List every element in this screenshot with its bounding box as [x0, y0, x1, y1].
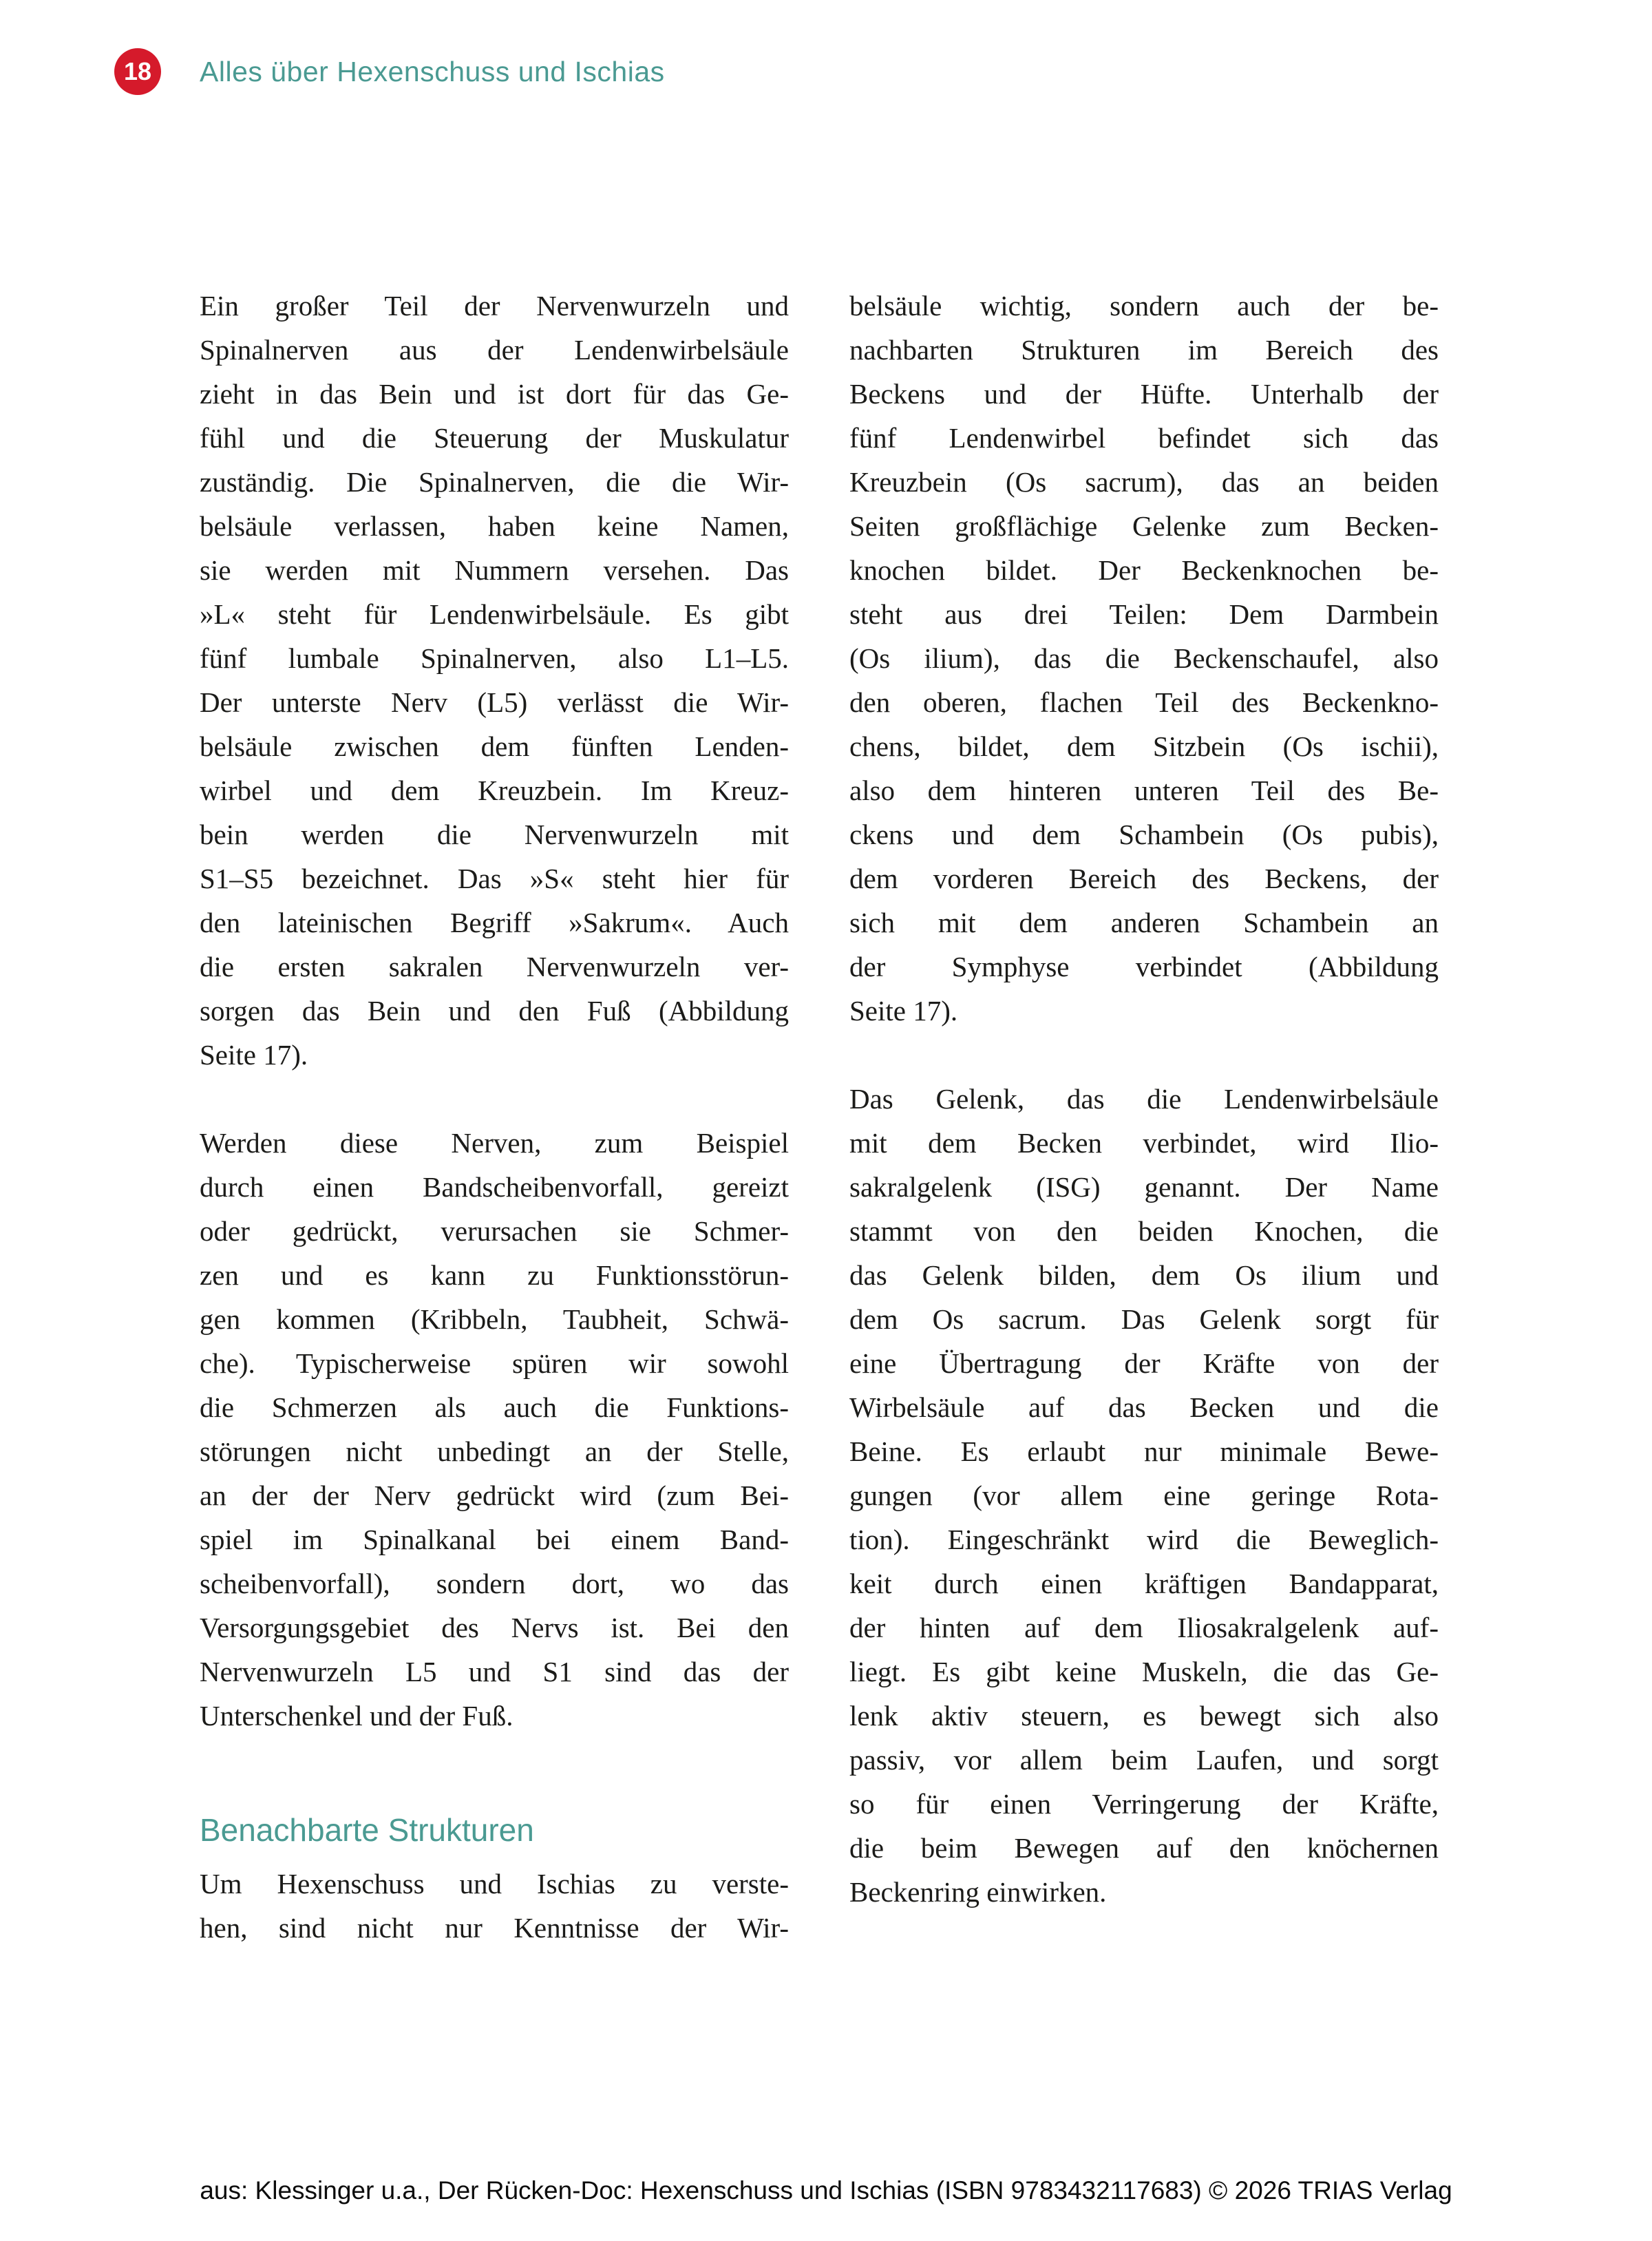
page-footer	[0, 2176, 1652, 2205]
text-line: störungen nicht unbedingt an der Stelle,	[200, 1435, 789, 1467]
paragraph-iliosacral-joint	[849, 1077, 1439, 1914]
text-line: sie werden mit Nummern versehen. Das	[200, 554, 789, 586]
text-line: che). Typischerweise spüren wir sowohl	[200, 1347, 789, 1379]
text-line: knochen bildet. Der Beckenknochen be-	[849, 554, 1439, 586]
paragraph-neighboring-structures-start	[200, 1862, 789, 1950]
running-head: Alles über Hexenschuss und Ischias	[200, 55, 665, 87]
text-line: Beine. Es erlaubt nur minimale Bewe-	[849, 1435, 1439, 1467]
text-line: stammt von den beiden Knochen, die	[849, 1215, 1439, 1247]
text-line: Das Gelenk, das die Lendenwirbelsäule	[849, 1083, 1439, 1115]
left-column	[200, 284, 789, 1950]
text-line: liegt. Es gibt keine Muskeln, die das Ge-	[849, 1656, 1439, 1687]
text-line: an der der Nerv gedrückt wird (zum Bei-	[200, 1480, 789, 1511]
text-line: Versorgungsgebiet des Nervs ist. Bei den	[200, 1612, 789, 1643]
text-line: tion). Eingeschränkt wird die Beweglich-	[849, 1524, 1439, 1555]
text-line: Um Hexenschuss und Ischias zu verste-	[200, 1868, 789, 1900]
text-line: bein werden die Nervenwurzeln mit	[200, 819, 789, 850]
text-line: belsäule zwischen dem fünften Lenden-	[200, 730, 789, 762]
page-content	[200, 284, 1439, 1950]
text-line: Seite 17).	[200, 1039, 308, 1071]
text-line: steht aus drei Teilen: Dem Darmbein	[849, 598, 1439, 630]
section-heading: Benachbarte Strukturen	[200, 1812, 534, 1848]
credit-line: aus: Klessinger u.a., Der Rücken-Doc: Hexenschuss und Ischias (ISBN 9783432117683) © 2026 TRIAS Verlag	[200, 2176, 1452, 2205]
text-line: scheibenvorfall), sondern dort, wo das	[200, 1568, 789, 1599]
text-line: gungen (vor allem eine geringe Rota-	[849, 1480, 1439, 1511]
paragraph-nerve-irritation	[200, 1121, 789, 1738]
text-line: gen kommen (Kribbeln, Taubheit, Schwä-	[200, 1303, 789, 1335]
text-line: eine Übertragung der Kräfte von der	[849, 1347, 1439, 1379]
text-line: Werden diese Nerven, zum Beispiel	[200, 1127, 789, 1159]
text-line: spiel im Spinalkanal bei einem Band-	[200, 1524, 789, 1555]
text-line: den oberen, flachen Teil des Beckenkno-	[849, 686, 1439, 718]
text-line: Der unterste Nerv (L5) verlässt die Wir-	[200, 686, 789, 718]
text-line: wirbel und dem Kreuzbein. Im Kreuz-	[200, 775, 789, 806]
text-line: fühl und die Steuerung der Muskulatur	[200, 422, 789, 454]
text-line: Kreuzbein (Os sacrum), das an beiden	[849, 466, 1439, 498]
paragraph-nerve-roots	[200, 284, 789, 1077]
right-column	[849, 284, 1439, 1950]
text-line: der Symphyse verbindet (Abbildung	[849, 951, 1439, 982]
text-line: lenk aktiv steuern, es bewegt sich also	[849, 1700, 1439, 1732]
text-line: ckens und dem Schambein (Os pubis),	[849, 819, 1439, 850]
text-line: S1–S5 bezeichnet. Das »S« steht hier für	[200, 863, 789, 894]
text-line: durch einen Bandscheibenvorfall, gereizt	[200, 1171, 789, 1203]
text-line: »L« steht für Lendenwirbelsäule. Es gibt	[200, 598, 789, 630]
text-line: zuständig. Die Spinalnerven, die die Wir-	[200, 466, 789, 498]
text-line: Beckenring einwirken.	[849, 1876, 1107, 1908]
text-line: dem vorderen Bereich des Beckens, der	[849, 863, 1439, 894]
text-line: (Os ilium), das die Beckenschaufel, also	[849, 642, 1439, 674]
text-line: die Schmerzen als auch die Funktions-	[200, 1391, 789, 1423]
paragraph-neighboring-structures-continued	[849, 284, 1439, 1033]
page-header	[114, 48, 665, 95]
text-line: passiv, vor allem beim Laufen, und sorgt	[849, 1744, 1439, 1776]
text-line: dem Os sacrum. Das Gelenk sorgt für	[849, 1303, 1439, 1335]
text-line: hen, sind nicht nur Kenntnisse der Wir-	[200, 1912, 789, 1944]
text-line: belsäule verlassen, haben keine Namen,	[200, 510, 789, 542]
text-line: das Gelenk bilden, dem Os ilium und	[849, 1259, 1439, 1291]
text-line: sorgen das Bein und den Fuß (Abbildung	[200, 995, 789, 1027]
text-line: Unterschenkel und der Fuß.	[200, 1700, 513, 1732]
text-line: sich mit dem anderen Schambein an	[849, 907, 1439, 938]
text-line: den lateinischen Begriff »Sakrum«. Auch	[200, 907, 789, 938]
text-line: Seiten großflächige Gelenke zum Becken-	[849, 510, 1439, 542]
text-line: die beim Bewegen auf den knöchernen	[849, 1832, 1439, 1864]
text-line: die ersten sakralen Nervenwurzeln ver-	[200, 951, 789, 982]
text-line: der hinten auf dem Iliosakralgelenk auf-	[849, 1612, 1439, 1643]
text-line: Wirbelsäule auf das Becken und die	[849, 1391, 1439, 1423]
text-line: mit dem Becken verbindet, wird Ilio-	[849, 1127, 1439, 1159]
text-line: sakralgelenk (ISG) genannt. Der Name	[849, 1171, 1439, 1203]
text-line: Seite 17).	[849, 995, 958, 1027]
text-line: oder gedrückt, verursachen sie Schmer-	[200, 1215, 789, 1247]
text-line: fünf Lendenwirbel befindet sich das	[849, 422, 1439, 454]
text-line: so für einen Verringerung der Kräfte,	[849, 1788, 1439, 1820]
text-line: nachbarten Strukturen im Bereich des	[849, 334, 1439, 366]
text-line: Beckens und der Hüfte. Unterhalb der	[849, 378, 1439, 410]
text-line: also dem hinteren unteren Teil des Be-	[849, 775, 1439, 806]
page-number-badge: 18	[114, 48, 161, 95]
text-line: Nervenwurzeln L5 und S1 sind das der	[200, 1656, 789, 1687]
text-line: zen und es kann zu Funktionsstörun-	[200, 1259, 789, 1291]
text-line: belsäule wichtig, sondern auch der be-	[849, 290, 1439, 322]
text-line: zieht in das Bein und ist dort für das Ge-	[200, 378, 789, 410]
text-line: fünf lumbale Spinalnerven, also L1–L5.	[200, 642, 789, 674]
text-line: Ein großer Teil der Nervenwurzeln und	[200, 290, 789, 322]
text-line: chens, bildet, dem Sitzbein (Os ischii),	[849, 730, 1439, 762]
text-line: keit durch einen kräftigen Bandapparat,	[849, 1568, 1439, 1599]
text-line: Spinalnerven aus der Lendenwirbelsäule	[200, 334, 789, 366]
